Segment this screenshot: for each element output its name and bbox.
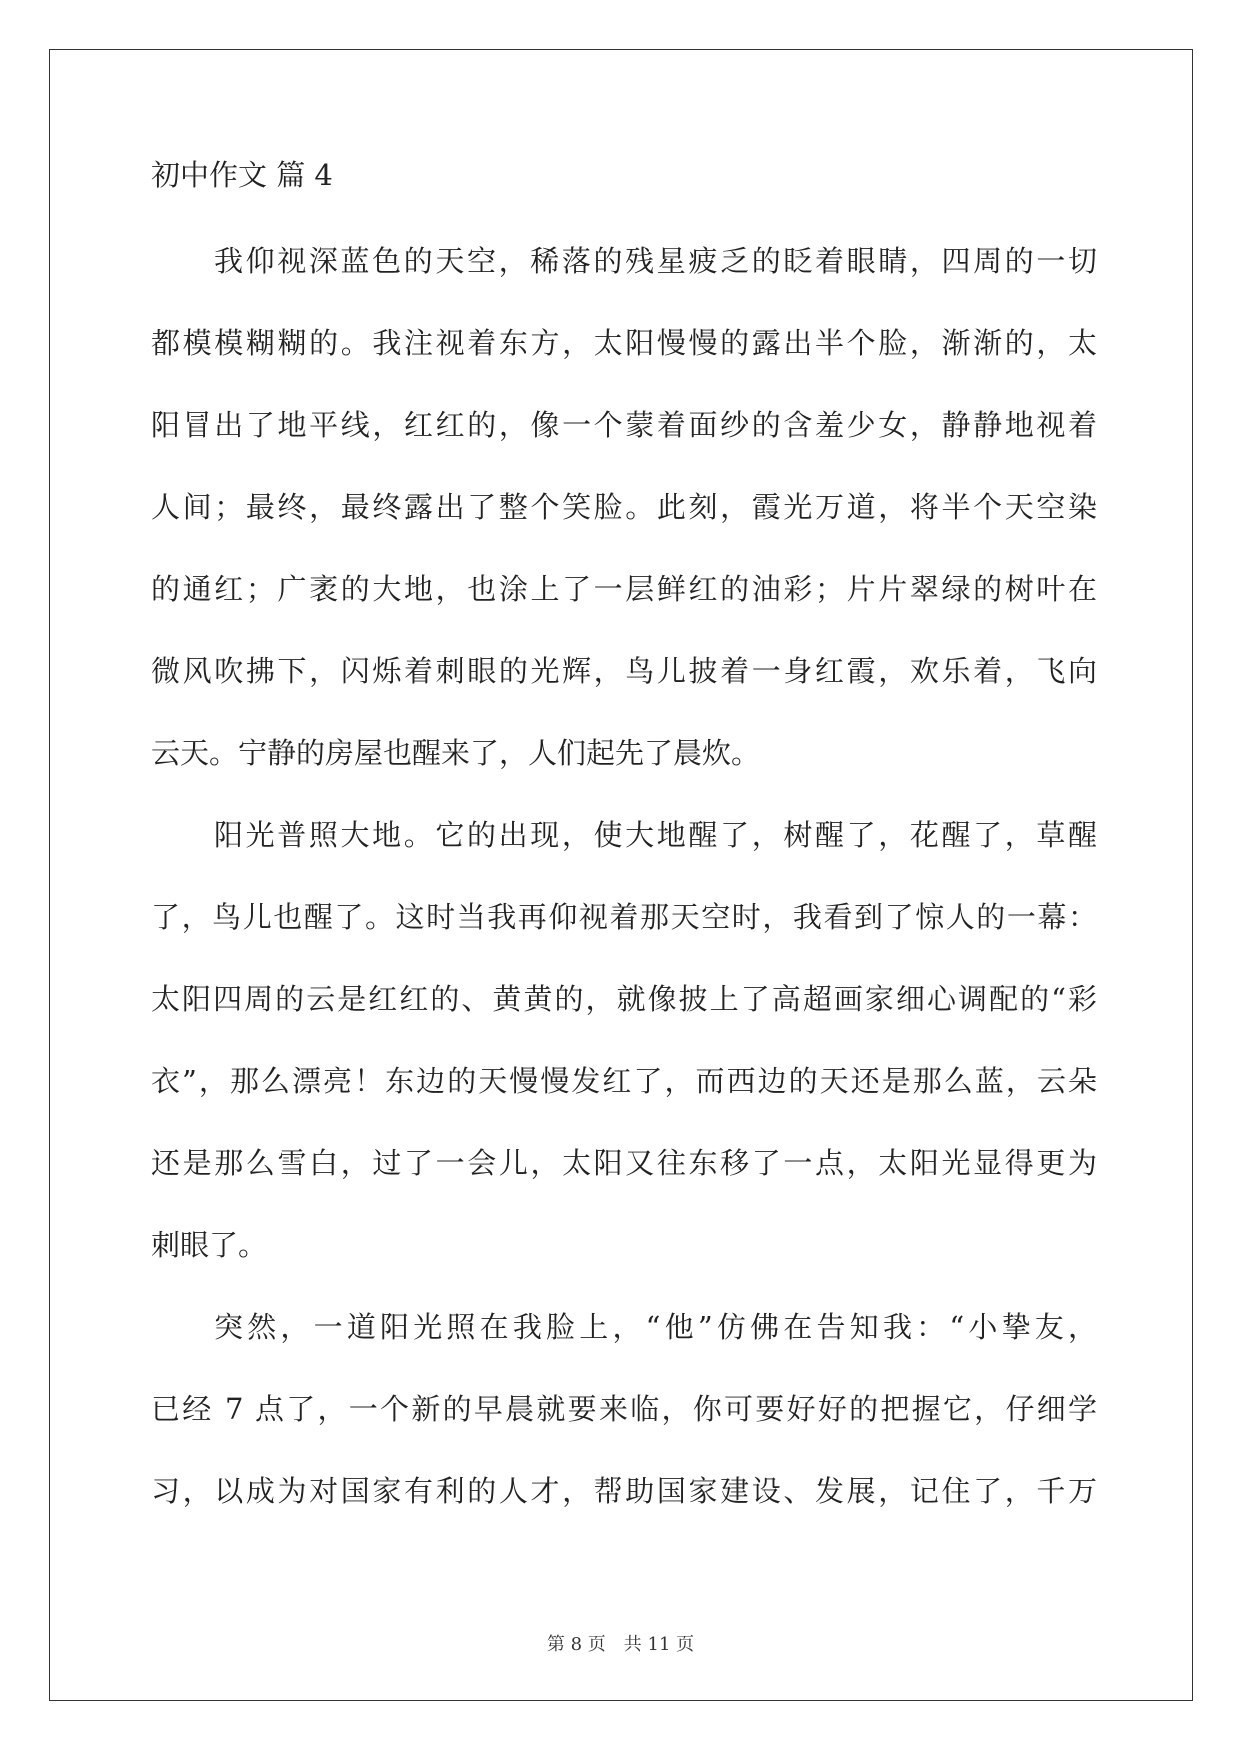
text-line: 刺眼了。 [151,1228,268,1262]
text-line: 阳光普照大地。它的出现，使大地醒了，树醒了，花醒了，草醒 [214,818,1097,852]
text-line: 云天。宁静的房屋也醒来了，人们起先了晨炊。 [151,736,761,770]
text-line: 阳冒出了地平线，红红的，像一个蒙着面纱的含羞少女，静静地视着 [151,408,1097,442]
text-line: 的通红；广袤的大地，也涂上了一层鲜红的油彩；片片翠绿的树叶在 [151,572,1097,606]
text-line: 已经 7 点了，一个新的早晨就要来临，你可要好好的把握它，仔细学 [151,1392,1097,1426]
text-line: 了，鸟儿也醒了。这时当我再仰视着那天空时，我看到了惊人的一幕： [151,900,1097,934]
text-line: 习，以成为对国家有利的人才，帮助国家建设、发展，记住了，千万 [151,1474,1097,1508]
text-line: 衣”，那么漂亮！东边的天慢慢发红了，而西边的天还是那么蓝，云朵 [151,1064,1097,1098]
text-line: 微风吹拂下，闪烁着刺眼的光辉，鸟儿披着一身红霞，欢乐着，飞向 [151,654,1097,688]
paragraph-3 [151,1286,1097,1532]
page-number-footer: 第 8 页 共 11 页 [546,1634,695,1655]
text-line: 我仰视深蓝色的天空，稀落的残星疲乏的眨着眼睛，四周的一切 [214,244,1097,278]
text-line: 都模模糊糊的。我注视着东方，太阳慢慢的露出半个脸，渐渐的，太 [151,326,1097,360]
text-line: 突然，一道阳光照在我脸上，“他”仿佛在告知我：“小挚友， [214,1310,1097,1344]
text-line: 太阳四周的云是红红的、黄黄的，就像披上了高超画家细心调配的“彩 [151,982,1097,1016]
text-line: 人间；最终，最终露出了整个笑脸。此刻，霞光万道，将半个天空染 [151,490,1097,524]
text-line: 还是那么雪白，过了一会儿，太阳又往东移了一点，太阳光显得更为 [151,1146,1097,1180]
section-heading: 初中作文 篇 4 [151,158,333,192]
paragraph-2 [151,794,1097,1286]
paragraph-1 [151,220,1097,794]
